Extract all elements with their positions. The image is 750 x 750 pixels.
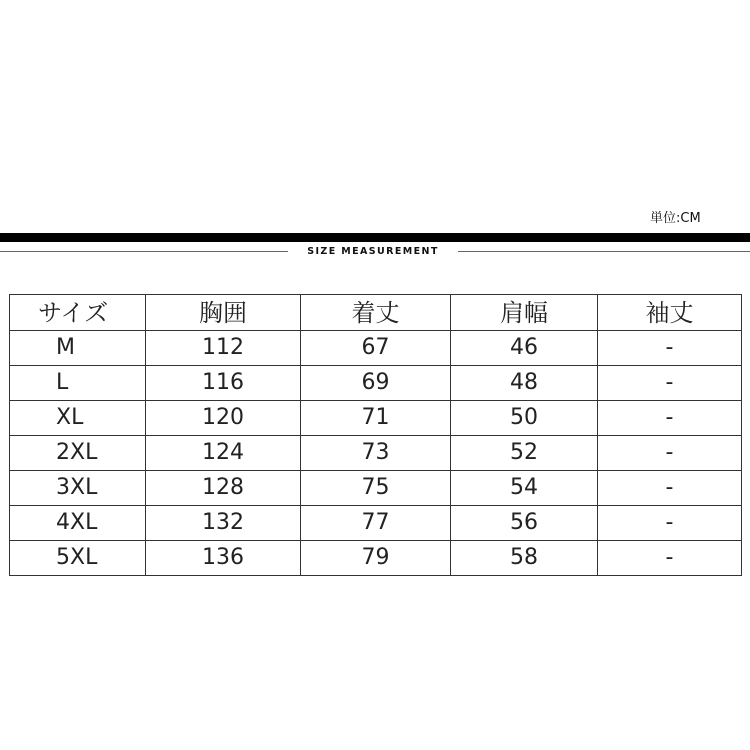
chest-cell: 120 [146, 401, 301, 436]
sleeve-cell: - [598, 471, 742, 506]
unit-label: 単位:CM [650, 211, 701, 226]
table-row [10, 331, 742, 366]
table-row [10, 506, 742, 541]
table-header-row [10, 295, 742, 331]
size-cell: XL [10, 401, 146, 436]
shoulder-cell: 58 [451, 541, 598, 576]
sleeve-cell: - [598, 506, 742, 541]
chest-cell: 112 [146, 331, 301, 366]
length-cell: 77 [301, 506, 451, 541]
header-size: サイズ [10, 295, 146, 331]
length-cell: 71 [301, 401, 451, 436]
sleeve-cell: - [598, 436, 742, 471]
chest-cell: 124 [146, 436, 301, 471]
shoulder-cell: 50 [451, 401, 598, 436]
length-cell: 69 [301, 366, 451, 401]
length-cell: 79 [301, 541, 451, 576]
header-divider-bar [0, 233, 750, 242]
size-cell: M [10, 331, 146, 366]
size-cell: 3XL [10, 471, 146, 506]
chest-cell: 128 [146, 471, 301, 506]
size-cell: 4XL [10, 506, 146, 541]
table-row [10, 366, 742, 401]
shoulder-cell: 48 [451, 366, 598, 401]
sleeve-cell: - [598, 401, 742, 436]
chest-cell: 116 [146, 366, 301, 401]
size-table [9, 294, 742, 576]
size-cell: 2XL [10, 436, 146, 471]
shoulder-cell: 54 [451, 471, 598, 506]
length-cell: 67 [301, 331, 451, 366]
length-cell: 73 [301, 436, 451, 471]
chest-cell: 136 [146, 541, 301, 576]
sleeve-cell: - [598, 541, 742, 576]
title-rule-left [0, 251, 288, 252]
header-sleeve: 袖丈 [598, 295, 742, 331]
table-row [10, 541, 742, 576]
header-shoulder: 肩幅 [451, 295, 598, 331]
shoulder-cell: 56 [451, 506, 598, 541]
section-title: SIZE MEASUREMENT [307, 246, 439, 257]
header-chest: 胸囲 [146, 295, 301, 331]
size-cell: L [10, 366, 146, 401]
length-cell: 75 [301, 471, 451, 506]
sleeve-cell: - [598, 331, 742, 366]
table-row [10, 401, 742, 436]
chest-cell: 132 [146, 506, 301, 541]
table-row [10, 471, 742, 506]
table-row [10, 436, 742, 471]
shoulder-cell: 46 [451, 331, 598, 366]
size-cell: 5XL [10, 541, 146, 576]
sleeve-cell: - [598, 366, 742, 401]
shoulder-cell: 52 [451, 436, 598, 471]
header-length: 着丈 [301, 295, 451, 331]
title-rule-right [458, 251, 750, 252]
